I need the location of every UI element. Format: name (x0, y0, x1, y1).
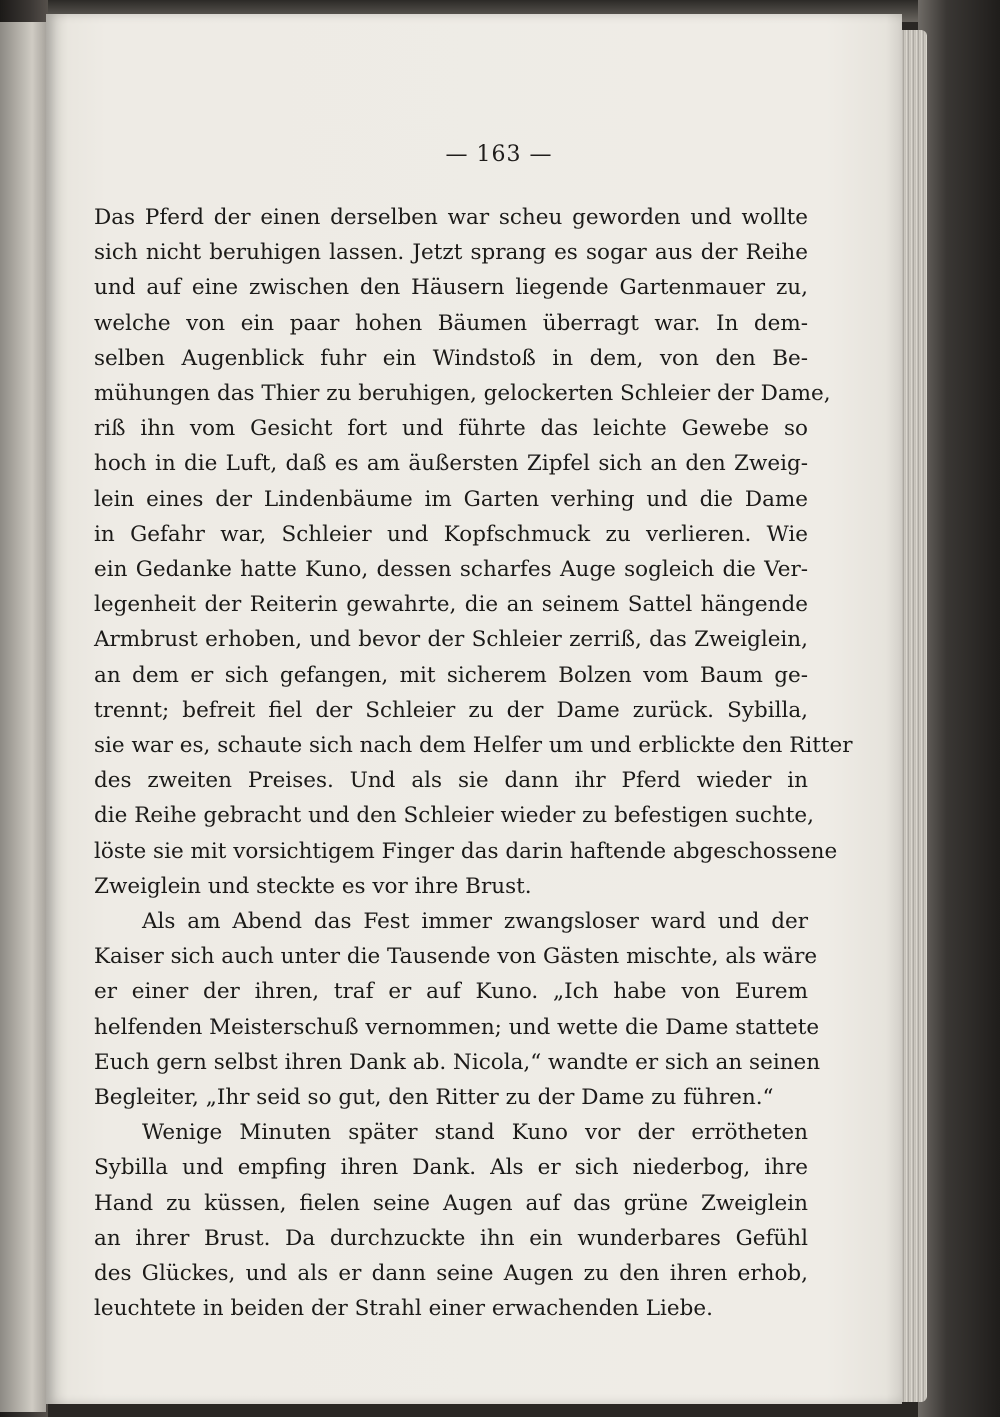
previous-page-edge (0, 22, 46, 1412)
text-line: Zweiglein und steckte es vor ihre Brust. (94, 873, 532, 899)
text-line: die Reihe gebracht und den Schleier wieder zu befestigen suchte, (94, 803, 814, 829)
text-line: er einer der ihren, traf er auf Kuno. „Ich habe von Eurem (94, 979, 808, 1005)
body-text (94, 200, 853, 1327)
text-line: des zweiten Preises. Und als sie dann ihr Pferd wieder in (94, 768, 808, 794)
text-line: und auf eine zwischen den Häusern liegende Gartenmauer zu, (94, 275, 808, 301)
text-line: trennt; befreit fiel der Schleier zu der Dame zurück. Sybilla, (94, 697, 808, 723)
text-line: mühungen das Thier zu beruhigen, gelockerten Schleier der Dame, (94, 381, 831, 407)
text-line: Armbrust erhoben, und bevor der Schleier zerriß, das Zweiglein, (94, 627, 808, 653)
text-line: Euch gern selbst ihren Dank ab. Nicola,“ wandte er sich an seinen (94, 1049, 821, 1075)
text-line: ein Gedanke hatte Kuno, dessen scharfes Auge sogleich die Ver- (94, 557, 808, 583)
page-number: — 163 — (445, 142, 553, 167)
text-line: Das Pferd der einen derselben war scheu geworden und wollte (94, 205, 808, 230)
text-line: hoch in die Luft, daß es am äußersten Zipfel sich an den Zweig- (94, 451, 808, 477)
paragraph (94, 1115, 808, 1326)
text-line: Sybilla und empfing ihren Dank. Als er sich niederbog, ihre (94, 1155, 808, 1181)
text-line: sich nicht beruhigen lassen. Jetzt sprang es sogar aus der Reihe (94, 240, 808, 266)
book-page (46, 14, 902, 1404)
text-line: helfenden Meisterschuß vernommen; und wette die Dame stattete (94, 1014, 820, 1040)
text-line: an dem er sich gefangen, mit sicherem Bolzen vom Baum ge- (94, 662, 808, 688)
text-line: Als am Abend das Fest immer zwangsloser ward und der (142, 909, 808, 935)
book-cover-right (918, 0, 1000, 1417)
text-line: in Gefahr war, Schleier und Kopfschmuck zu verlieren. Wie (94, 521, 808, 547)
text-line: legenheit der Reiterin gewahrte, die an seinem Sattel hängende (94, 592, 808, 618)
text-line: lein eines der Lindenbäume im Garten verhing und die Dame (94, 486, 808, 512)
text-line: Kaiser sich auch unter die Tausende von Gästen mischte, als wäre (94, 944, 818, 970)
text-line: Wenige Minuten später stand Kuno vor der errötheten (142, 1120, 808, 1146)
paragraph (94, 200, 853, 904)
text-line: selben Augenblick fuhr ein Windstoß in dem, von den Be- (94, 345, 808, 371)
paragraph (94, 904, 821, 1115)
text-line: Begleiter, „Ihr seid so gut, den Ritter zu der Dame zu führen.“ (94, 1085, 774, 1111)
text-line: an ihrer Brust. Da durchzuckte ihn ein wunderbares Gefühl (94, 1225, 808, 1251)
text-line: leuchtete in beiden der Strahl einer erwachenden Liebe. (94, 1296, 713, 1322)
text-line: welche von ein paar hohen Bäumen überragt war. In dem- (94, 310, 808, 336)
text-line: des Glückes, und als er dann seine Augen zu den ihren erhob, (94, 1261, 808, 1287)
text-line: Hand zu küssen, fielen seine Augen auf das grüne Zweiglein (94, 1190, 808, 1216)
text-line: sie war es, schaute sich nach dem Helfer um und erblickte den Ritter (94, 733, 853, 759)
text-line: löste sie mit vorsichtigem Finger das darin haftende abgeschossene (94, 838, 838, 864)
text-line: riß ihn vom Gesicht fort und führte das leichte Gewebe so (94, 416, 808, 442)
